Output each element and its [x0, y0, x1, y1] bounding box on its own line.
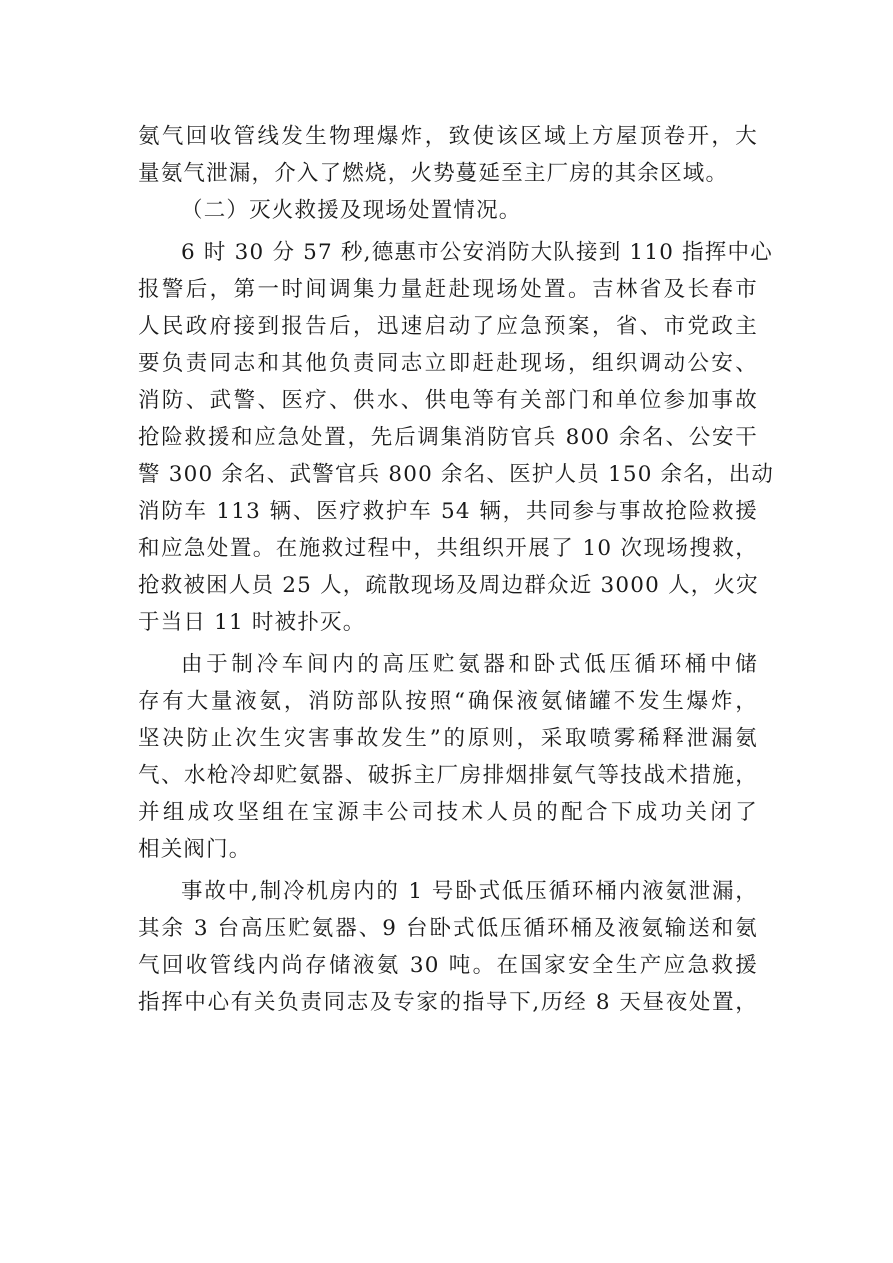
text-line: 指挥中心有关负责同志及专家的指导下,历经 8 天昼夜处置，: [138, 990, 758, 1015]
text-line: 要负责同志和其他负责同志立即赶赴现场，组织调动公安、: [138, 351, 758, 376]
text-line: 6 时 30 分 57 秒,德惠市公安消防大队接到 110 指挥中心: [181, 240, 773, 265]
text-line: 消防车 113 辆、医疗救护车 54 辆，共同参与事故抢险救援: [138, 499, 758, 524]
text-line: 抢救被困人员 25 人，疏散现场及周边群众近 3000 人，火灾: [138, 573, 759, 598]
text-line: 量氨气泄漏，介入了燃烧，火势蔓延至主厂房的其余区域。: [138, 161, 729, 186]
text-line: 相关阀门。: [138, 837, 252, 862]
text-line: 和应急处置。在施救过程中，共组织开展了 10 次现场搜救，: [138, 536, 758, 561]
text-line: 抢险救援和应急处置，先后调集消防官兵 800 余名、公安干: [138, 425, 758, 450]
text-line: 坚决防止次生灾害事故发生”的原则，采取喷雾稀释泄漏氨: [138, 726, 758, 751]
text-line: 气回收管线内尚存储液氨 30 吨。在国家安全生产应急救援: [138, 953, 758, 978]
body-text: [138, 118, 775, 1021]
heading-line: （二）灭火救援及现场处置情况。: [181, 198, 522, 223]
text-line: 人民政府接到报告后，迅速启动了应急预案，省、市党政主: [138, 314, 758, 339]
paragraph-ammonia: [138, 646, 758, 868]
text-line: 警 300 余名、武警官兵 800 余名、医护人员 150 余名，出动: [138, 462, 775, 487]
section-heading: [138, 192, 758, 229]
text-line: 存有大量液氨，消防部队按照“确保液氨储罐不发生爆炸，: [138, 689, 758, 714]
paragraph-rescue: [138, 234, 775, 641]
paragraph-leak: [138, 873, 758, 1021]
text-line: 其余 3 台高压贮氨器、9 台卧式低压循环桶及液氨输送和氨: [138, 916, 758, 941]
text-line: 并组成攻坚组在宝源丰公司技术人员的配合下成功关闭了: [138, 800, 758, 825]
text-line: 于当日 11 时被扑灭。: [138, 610, 366, 635]
text-line: 消防、武警、医疗、供水、供电等有关部门和单位参加事故: [138, 388, 758, 413]
text-line: 由于制冷车间内的高压贮氨器和卧式低压循环桶中储: [181, 652, 758, 677]
paragraph-continuation: [138, 118, 758, 192]
text-line: 氨气回收管线发生物理爆炸，致使该区域上方屋顶卷开，大: [138, 124, 758, 149]
text-line: 事故中,制冷机房内的 1 号卧式低压循环桶内液氨泄漏，: [181, 879, 758, 904]
text-line: 气、水枪冷却贮氨器、破拆主厂房排烟排氨气等技战术措施，: [138, 763, 758, 788]
text-line: 报警后，第一时间调集力量赶赴现场处置。吉林省及长春市: [138, 277, 758, 302]
